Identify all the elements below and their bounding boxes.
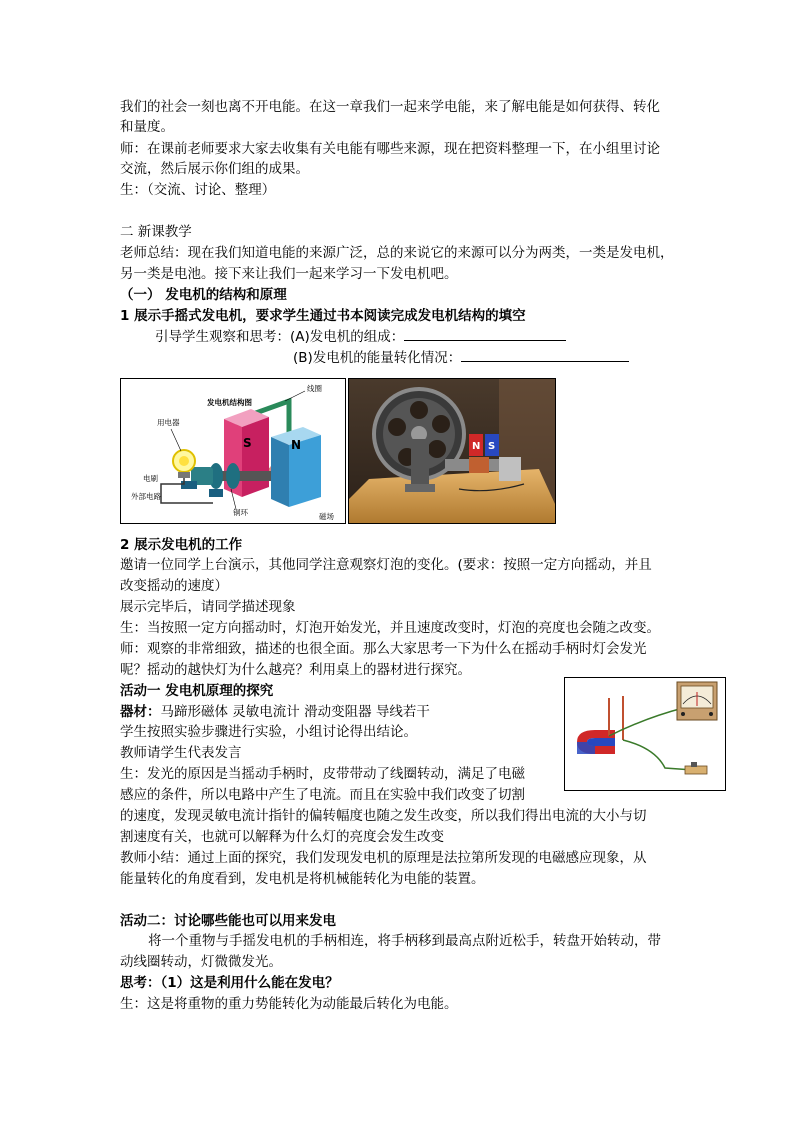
activity-1-line-6: 割速度有关，也就可以解释为什么灯的亮度会发生改变 [120,829,444,845]
materials-label: 器材： [120,704,161,720]
part-2-heading: 2 展示发电机的工作 [120,537,243,553]
materials-line [120,702,430,722]
part-2-line-3: 展示完毕后，请同学描述现象 [120,599,296,615]
fill-blank-a [404,326,566,341]
part-2-line-5: 师：观察的非常细致，描述的也很全面。那么大家思考一下为什么在摇动手柄时灯会发光 [120,641,647,657]
experiment-setup-image [564,677,726,791]
activity-1-line-5: 的速度，发现灵敏电流计指针的偏转幅度也随之发生改变，所以我们得出电流的大小与切 [120,808,647,824]
intro-line-1: 我们的社会一刻也离不开电能。在这一章我们一起来学电能，来了解电能是如何获得、转化 [120,99,660,115]
activity-1-heading: 活动一 发电机原理的探究 [120,683,274,699]
diagram-title: 发电机结构图 [207,398,252,407]
guide-question-a-text: 引导学生观察和思考：(A)发电机的组成： [155,329,405,345]
label-magnetic-field: 磁场 [319,512,334,521]
label-copper-ring: 铜环 [233,508,248,517]
section-heading: 二 新课教学 [120,224,192,240]
intro-line-3: 师：在课前老师要求大家去收集有关电能有哪些来源，现在把资料整理一下，在小组里讨论 [120,141,660,157]
activity-2-heading: 活动二：讨论哪些能也可以用来发电 [120,913,336,929]
activity-1-line-7: 教师小结：通过上面的探究，我们发现发电机的原理是法拉第所发现的电磁感应现象，从 [120,850,647,866]
label-external-circuit: 外部电路 [131,492,161,501]
intro-line-4: 交流，然后展示你们组的成果。 [120,161,309,177]
item-1-heading: 1 展示手摇式发电机，要求学生通过书本阅读完成发电机结构的填空 [120,308,526,324]
label-brush: 电刷 [143,474,158,483]
magnet-n-label: N [291,438,302,452]
magnet-s-label: S [243,436,252,450]
part-2-line-1: 邀请一位同学上台演示，其他同学注意观察灯泡的变化。(要求：按照一定方向摇动，并且 [120,557,652,573]
think-question: 思考：（1）这是利用什么能在发电？ [120,975,339,991]
activity-1-line-1: 学生按照实验步骤进行实验，小组讨论得出结论。 [120,724,417,740]
activity-2-line-1: 将一个重物与手摇发电机的手柄相连，将手柄移到最高点附近松手，转盘开始转动，带 [148,933,661,949]
label-coil: 线圈 [307,384,322,393]
activity-1-line-3: 生：发光的原因是当摇动手柄时，皮带带动了线圈转动，满足了电磁 [120,766,525,782]
activity-1-line-8: 能量转化的角度看到，发电机是将机械能转化为电能的装置。 [120,871,485,887]
generator-photo [348,378,556,524]
intro-line-5: 生：（交流、讨论、整理） [120,182,276,198]
subsection-heading: （一） 发电机的结构和原理 [120,287,287,303]
activity-1-line-4: 感应的条件，所以电路中产生了电流。而且在实验中我们改变了切割 [120,787,525,803]
generator-structure-diagram [120,378,346,524]
part-2-line-4: 生：当按照一定方向摇动时，灯泡开始发光，并且速度改变时，灯泡的亮度也会随之改变。 [120,620,660,636]
label-appliance: 用电器 [157,418,180,427]
photo-magnet-n: N [472,441,481,452]
student-answer: 生：这是将重物的重力势能转化为动能最后转化为电能。 [120,996,458,1012]
activity-2-line-2: 动线圈转动，灯微微发光。 [120,954,282,970]
guide-question-a [155,326,566,347]
photo-magnet-s: S [488,441,496,452]
guide-question-b [293,347,629,368]
part-2-line-6: 呢？摇动的越快灯为什么越亮？利用桌上的器材进行探究。 [120,662,471,678]
summary-line-1: 老师总结：现在我们知道电能的来源广泛，总的来说它的来源可以分为两类，一类是发电机， [120,245,674,261]
summary-line-2: 另一类是电池。接下来让我们一起来学习一下发电机吧。 [120,266,458,282]
fill-blank-b [461,347,629,362]
intro-line-2: 和量度。 [120,119,174,135]
materials-list: 马蹄形磁体 灵敏电流计 滑动变阻器 导线若干 [160,704,430,720]
guide-question-b-text: (B)发电机的能量转化情况： [293,350,462,366]
activity-1-line-2: 教师请学生代表发言 [120,745,242,761]
part-2-line-2: 改变摇动的速度） [120,578,228,594]
